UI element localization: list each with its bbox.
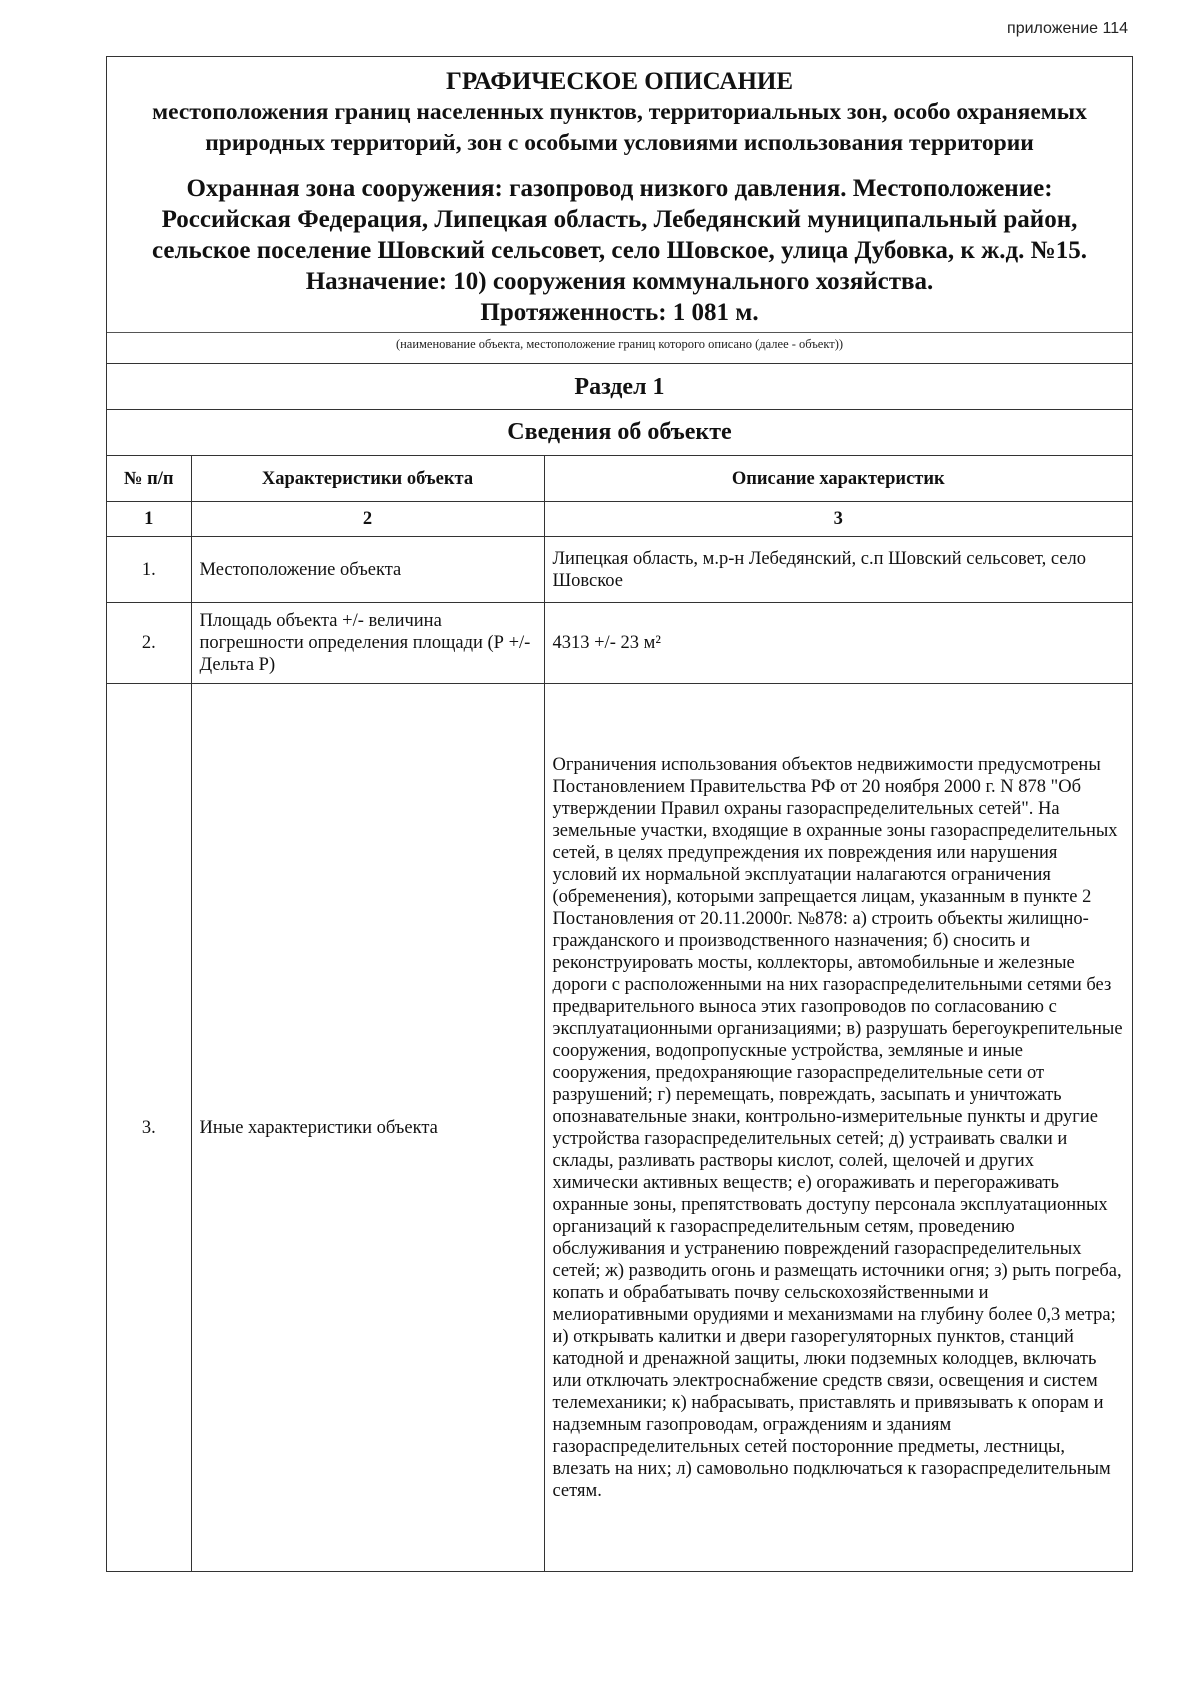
column-number: 2 — [191, 502, 544, 537]
object-info-table — [107, 455, 1132, 1571]
section-label: Раздел 1 — [107, 363, 1132, 409]
header-characteristic: Характеристики объекта — [191, 456, 544, 502]
row-characteristic: Местоположение объекта — [191, 537, 544, 603]
row-description: Липецкая область, м.р-н Лебедянский, с.п Шовский сельсовет, село Шовское — [544, 537, 1132, 603]
title-block — [107, 57, 1132, 332]
column-number: 3 — [544, 502, 1132, 537]
object-description: Охранная зона сооружения: газопровод низкого давления. Местоположение: Российская Федерация, Липецкая область, Лебедянский муниципальный район, сельское поселение Шовский сельсовет, село Шовское, улица Дубовка, к ж.д. №15. Назначение: 10) сооружения коммунального хозяйства. — [152, 175, 1087, 295]
row-characteristic: Площадь объекта +/- величина погрешности определения площади (Р +/- Дельта Р) — [191, 603, 544, 684]
row-characteristic: Иные характеристики объекта — [191, 684, 544, 1572]
row-number: 3. — [107, 684, 191, 1572]
appendix-label: приложение 114 — [1007, 20, 1128, 37]
table-row — [107, 603, 1132, 684]
document-subtitle: местоположения границ населенных пунктов, территориальных зон, особо охраняемых природных территорий, зон с особыми условиями использования территории — [152, 99, 1087, 156]
header-number: № п/п — [107, 456, 191, 502]
document-title: ГРАФИЧЕСКОЕ ОПИСАНИЕ — [445, 68, 794, 95]
table-header-row — [107, 456, 1132, 502]
row-number: 1. — [107, 537, 191, 603]
row-description: Ограничения использования объектов недвижимости предусмотрены Постановлением Правительства РФ от 20 ноября 2000 г. N 878 "Об утверждении Правил охраны газораспределительных сетей". На земельные участки, входящие в охранные зоны газораспределительных сетей, в целях предупреждения их повреждения или нарушения условий их нормальной эксплуатации налагаются ограничения (обременения), которыми запрещается лицам, указанным в пункте 2 Постановления от 20.11.2000г. №878: а) строить объекты жилищно-гражданского и производственного назначения; б) сносить и реконструировать мосты, коллекторы, автомобильные и железные дороги с расположенными на них газораспределительными сетями без предварительного выноса этих газопроводов по согласованию с эксплуатационными организациями; в) разрушать берегоукрепительные сооружения, водопропускные устройства, земляные и иные сооружения, предохраняющие газораспределительные сети от разрушений; г) перемещать, повреждать, засыпать и уничтожать опознавательные знаки, контрольно-измерительные пункты и другие устройства газораспределительных сетей; д) устраивать свалки и склады, разливать растворы кислот, солей, щелочей и других химически активных веществ; е) огораживать и перегораживать охранные зоны, препятствовать доступу персонала эксплуатационных организаций к газораспределительным сетям, проведению обслуживания и устранению повреждений газораспределительных сетей; ж) разводить огонь и размещать источники огня; з) рыть погреба, копать и обрабатывать почву сельскохозяйственными и мелиоративными орудиями и механизмами на глубину более 0,3 метра; и) открывать калитки и двери газорегуляторных пунктов, станций катодной и дренажной защиты, люки подземных колодцев, включать или отключать электроснабжение средств связи, освещения и систем телемеханики; к) набрасывать, приставлять и привязывать к опорам и надземным газопроводам, ограждениям и зданиям газораспределительных сетей посторонние предметы, лестницы, влезать на них; л) самовольно подключаться к газораспределительным сетям. — [544, 684, 1132, 1572]
header-description: Описание характеристик — [544, 456, 1132, 502]
column-number-row — [107, 502, 1132, 537]
document-sheet — [106, 56, 1133, 1572]
row-number: 2. — [107, 603, 191, 684]
column-number: 1 — [107, 502, 191, 537]
object-length: Протяженность: 1 081 м. — [480, 299, 759, 326]
section-heading: Сведения об объекте — [107, 409, 1132, 455]
table-row — [107, 684, 1132, 1572]
row-description: 4313 +/- 23 м² — [544, 603, 1132, 684]
table-row — [107, 537, 1132, 603]
object-caption: (наименование объекта, местоположение границ которого описано (далее - объект)) — [107, 332, 1132, 363]
